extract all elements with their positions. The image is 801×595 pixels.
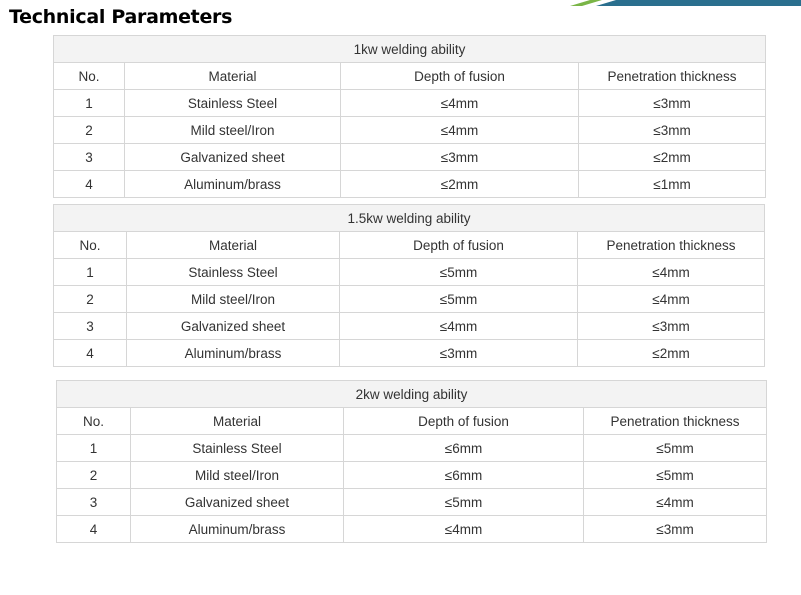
table-row — [54, 340, 765, 367]
cell-no: 1 — [54, 90, 125, 117]
accent-blue-stripe — [596, 0, 801, 6]
cell-penetration: ≤4mm — [578, 259, 765, 286]
header-row — [54, 63, 766, 90]
cell-material: Aluminum/brass — [131, 516, 344, 543]
header-depth: Depth of fusion — [344, 408, 584, 435]
cell-penetration: ≤4mm — [578, 286, 765, 313]
header-no: No. — [54, 232, 127, 259]
table-row — [57, 516, 767, 543]
header-penetration: Penetration thickness — [579, 63, 766, 90]
header-material: Material — [131, 408, 344, 435]
table-caption: 2kw welding ability — [57, 381, 767, 408]
cell-penetration: ≤3mm — [579, 117, 766, 144]
cell-penetration: ≤2mm — [578, 340, 765, 367]
cell-depth: ≤6mm — [344, 435, 584, 462]
table-row — [57, 489, 767, 516]
cell-no: 1 — [57, 435, 131, 462]
header-depth: Depth of fusion — [341, 63, 579, 90]
cell-penetration: ≤1mm — [579, 171, 766, 198]
cell-material: Stainless Steel — [127, 259, 340, 286]
cell-depth: ≤4mm — [340, 313, 578, 340]
table-2kw — [56, 380, 767, 543]
cell-penetration: ≤3mm — [579, 90, 766, 117]
cell-no: 2 — [54, 286, 127, 313]
table-row — [54, 286, 765, 313]
cell-no: 4 — [57, 516, 131, 543]
cell-no: 3 — [57, 489, 131, 516]
cell-depth: ≤5mm — [340, 286, 578, 313]
cell-penetration: ≤3mm — [584, 516, 767, 543]
cell-depth: ≤3mm — [340, 340, 578, 367]
cell-material: Galvanized sheet — [127, 313, 340, 340]
header-penetration: Penetration thickness — [584, 408, 767, 435]
accent-green-stripe — [570, 0, 602, 6]
header-material: Material — [127, 232, 340, 259]
table-1-5kw — [53, 204, 765, 367]
cell-penetration: ≤5mm — [584, 462, 767, 489]
cell-material: Stainless Steel — [125, 90, 341, 117]
header-no: No. — [54, 63, 125, 90]
cell-material: Mild steel/Iron — [125, 117, 341, 144]
cell-depth: ≤5mm — [340, 259, 578, 286]
header-row — [57, 408, 767, 435]
table-row — [54, 144, 766, 171]
table-row — [57, 462, 767, 489]
cell-material: Aluminum/brass — [125, 171, 341, 198]
cell-penetration: ≤4mm — [584, 489, 767, 516]
table-row — [57, 435, 767, 462]
table-1kw — [53, 35, 766, 198]
cell-depth: ≤4mm — [341, 90, 579, 117]
cell-depth: ≤6mm — [344, 462, 584, 489]
table-row — [54, 313, 765, 340]
cell-penetration: ≤3mm — [578, 313, 765, 340]
cell-depth: ≤2mm — [341, 171, 579, 198]
cell-no: 3 — [54, 144, 125, 171]
cell-no: 2 — [57, 462, 131, 489]
cell-depth: ≤4mm — [344, 516, 584, 543]
cell-no: 1 — [54, 259, 127, 286]
cell-material: Galvanized sheet — [125, 144, 341, 171]
cell-depth: ≤4mm — [341, 117, 579, 144]
cell-no: 4 — [54, 340, 127, 367]
table-row — [54, 171, 766, 198]
header-material: Material — [125, 63, 341, 90]
table-caption: 1kw welding ability — [54, 36, 766, 63]
cell-material: Aluminum/brass — [127, 340, 340, 367]
table-row — [54, 259, 765, 286]
cell-depth: ≤3mm — [341, 144, 579, 171]
cell-material: Mild steel/Iron — [131, 462, 344, 489]
cell-no: 2 — [54, 117, 125, 144]
table-row — [54, 90, 766, 117]
cell-penetration: ≤5mm — [584, 435, 767, 462]
cell-penetration: ≤2mm — [579, 144, 766, 171]
header-row — [54, 232, 765, 259]
cell-material: Galvanized sheet — [131, 489, 344, 516]
table-caption: 1.5kw welding ability — [54, 205, 765, 232]
cell-material: Stainless Steel — [131, 435, 344, 462]
table-row — [54, 117, 766, 144]
header-penetration: Penetration thickness — [578, 232, 765, 259]
header-depth: Depth of fusion — [340, 232, 578, 259]
cell-depth: ≤5mm — [344, 489, 584, 516]
cell-no: 3 — [54, 313, 127, 340]
cell-no: 4 — [54, 171, 125, 198]
header-no: No. — [57, 408, 131, 435]
cell-material: Mild steel/Iron — [127, 286, 340, 313]
page-title: Technical Parameters — [9, 6, 233, 28]
